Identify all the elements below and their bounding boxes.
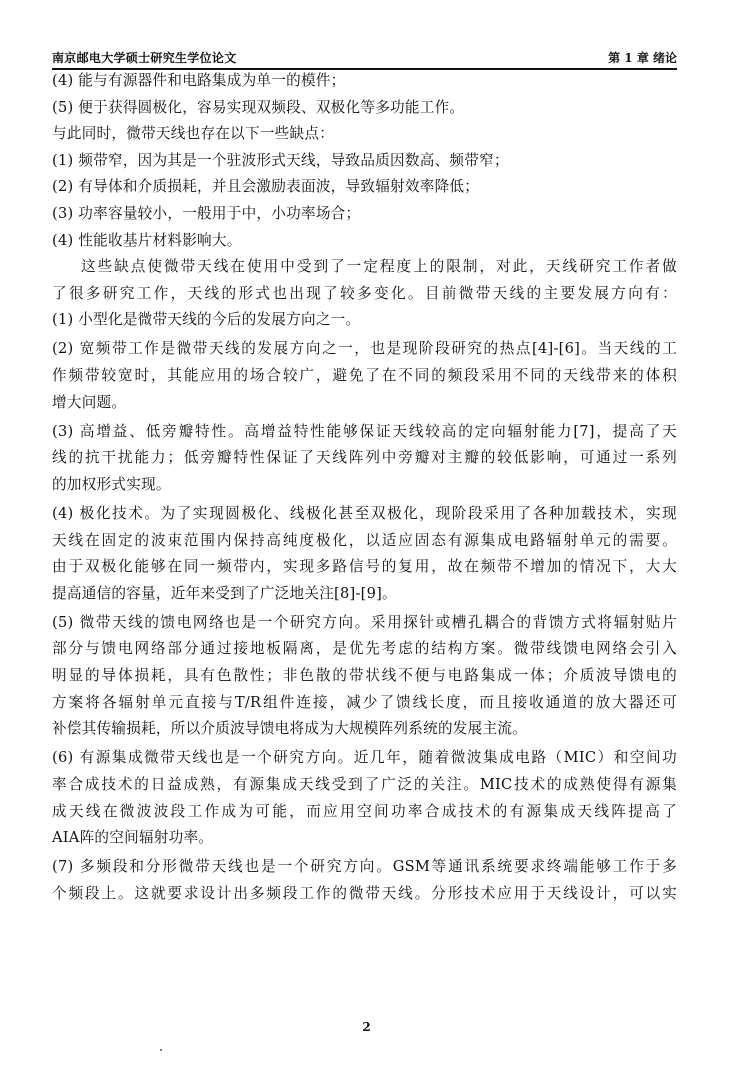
text-line: 提高通信的容量，近年来受到了广泛地关注[8]-[9]。 bbox=[52, 584, 397, 602]
text-line: (6) 有源集成微带天线也是一个研究方向。近几年，随着微波集成电路（MIC）和空间功 bbox=[52, 749, 677, 767]
text-line: 增大问题。 bbox=[52, 393, 127, 411]
text-line: (5) 微带天线的馈电网络也是一个研究方向。采用探针或槽孔耦合的背馈方式将辐射贴片 bbox=[52, 613, 677, 631]
text-line: 线的抗干扰能力；低旁瓣特性保证了天线阵列中旁瓣对主瓣的较低影响，可通过一系列 bbox=[52, 449, 677, 467]
text-line: AIA阵的空间辐射功率。 bbox=[52, 829, 214, 847]
header-thesis-title: 南京邮电大学硕士研究生学位论文 bbox=[52, 51, 237, 65]
text-line: (3) 功率容量较小，一般用于中，小功率场合； bbox=[52, 204, 361, 222]
text-line: 明显的导体损耗，具有色散性；非色散的带状线不便与电路集成一体；介质波导馈电的 bbox=[52, 667, 677, 685]
text-line: (1) 频带窄，因为其是一个驻波形式天线，导致品质因数高、频带窄； bbox=[52, 151, 509, 169]
header-chapter-title: 第 1 章 绪论 bbox=[608, 51, 677, 65]
text-line: 这些缺点使微带天线在使用中受到了一定程度上的限制，对此，天线研究工作者做 bbox=[81, 258, 677, 276]
page-number: 2 bbox=[362, 1020, 371, 1034]
text-line: 由于双极化能够在同一频带内，实现多路信号的复用，故在频带不增加的情况下，大大 bbox=[52, 558, 677, 576]
text-line: 部分与馈电网络部分通过接地板隔离，是优先考虑的结构方案。微带线馈电网络会引入 bbox=[52, 640, 677, 658]
text-line: (3) 高增益、低旁瓣特性。高增益特性能够保证天线较高的定向辐射能力[7]，提高了天 bbox=[52, 422, 677, 440]
text-line: (4) 极化技术。为了实现圆极化、线极化甚至双极化，现阶段采用了各种加载技术，实现 bbox=[52, 505, 677, 522]
text-line: 率合成技术的日益成熟，有源集成天线受到了广泛的关注。MIC技术的成熟使得有源集 bbox=[52, 775, 677, 793]
running-header bbox=[52, 44, 677, 70]
text-line: 成天线在微波波段工作成为可能，而应用空间功率合成技术的有源集成天线阵提高了 bbox=[52, 802, 677, 820]
text-line: 方案将各辐射单元直接与T/R组件连接，减少了馈线长度，而且接收通道的放大器还可 bbox=[52, 693, 677, 711]
text-line: (1) 小型化是微带天线的今后的发展方向之一。 bbox=[52, 311, 361, 329]
text-line: (2) 宽频带工作是微带天线的发展方向之一，也是现阶段研究的热点[4]-[6]。当天线的工 bbox=[52, 340, 677, 358]
text-line: 了很多研究工作，天线的形式也出现了较多变化。目前微带天线的主要发展方向有： bbox=[52, 284, 677, 302]
text-line: (4) 性能收基片材料影响大。 bbox=[52, 231, 242, 249]
text-line: 个频段上。这就要求设计出多频段工作的微带天线。分形技术应用于天线设计，可以实 bbox=[52, 884, 677, 902]
body-text bbox=[52, 68, 677, 907]
text-line: (2) 有导体和介质损耗，并且会激励表面波，导致辐射效率降低； bbox=[52, 178, 480, 196]
text-line: 与此同时，微带天线也存在以下一些缺点： bbox=[52, 125, 335, 143]
text-line: 补偿其传输损耗，所以介质波导馈电将成为大规模阵列系统的发展主流。 bbox=[52, 720, 528, 738]
text-line: 天线在固定的波束范围内保持高纯度极化，以适应固态有源集成电路辐射单元的需要。 bbox=[52, 531, 677, 549]
text-line: 的加权形式实现。 bbox=[52, 475, 171, 493]
text-line: (4) 能与有源器件和电路集成为单一的模件； bbox=[52, 72, 346, 89]
text-line: 作频带较宽时，其能应用的场合较广，避免了在不同的频段采用不同的天线带来的体积 bbox=[52, 367, 677, 385]
text-line: (7) 多频段和分形微带天线也是一个研究方向。GSM等通讯系统要求终端能够工作于多 bbox=[52, 858, 677, 876]
text-line: (5) 便于获得圆极化，容易实现双频段、双极化等多功能工作。 bbox=[52, 98, 465, 116]
scan-speck bbox=[160, 1049, 162, 1051]
